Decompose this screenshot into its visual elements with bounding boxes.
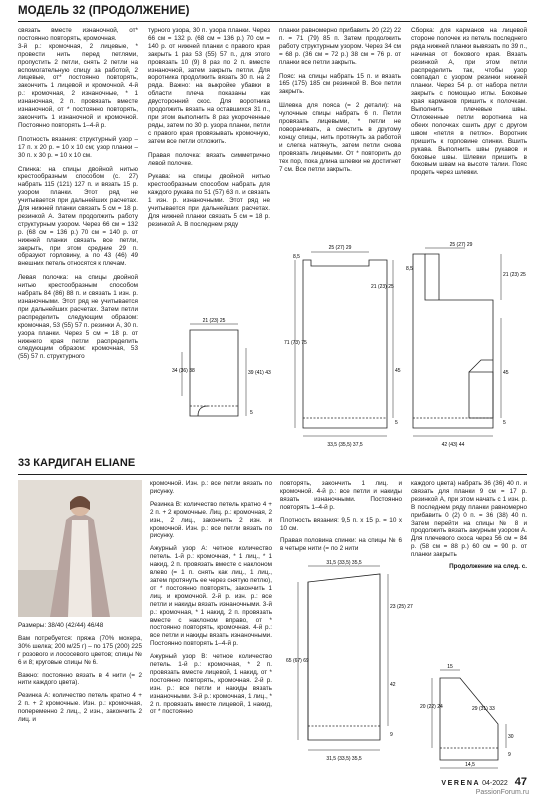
paragraph: Пояс: на спицы набрать 15 п. и вязать 165 (175) 185 см резинкой В. Все петли закрыть. [279, 72, 401, 96]
paragraph: кромочной. Изн. р.: все петли вязать по рисунку. [150, 480, 272, 495]
text-column-1 [18, 27, 138, 361]
paragraph: Размеры: 38/40 (42/44) 46/48 [18, 622, 104, 629]
dim-label: 5 [250, 410, 253, 416]
paragraph: Сборка: для карманов на лицевой стороне полочек из петель последнего ряда нижней планки вывязать по 39 п., начиная от бокового края. Вязать резинкой А, при этом петли распределить так, чтобы узор совпадал с узором резинки нижней планки. Через 54 р. от набора петли закрыть с помощью иглы. Боковые края карманов пришить к полочкам. Выполнить плечевые швы. Отложенные петли воротника на обеих полочках сшить друг с другом швом «петля в петлю». Воротник пришить к горловине спинки. Вшить рукава. Выполнить швы рукавов и боковые швы. Шлевки пришить в боковым швам на высоте талии. Пояс продеть через шлевки. [411, 27, 527, 177]
dim-label: 25 (27) 29 [328, 245, 352, 251]
section-title: 33 КАРДИГАН ELIANE [18, 457, 136, 469]
dim-label: 29 (31) 33 [472, 706, 495, 712]
schematic-sleeve [168, 318, 271, 428]
dim-label: 39 (41) 43 [248, 370, 271, 376]
paragraph: Шлевка для пояса (= 2 детали): на чулочные спицы набрать 6 п. Петли провязать лицевыми, * петли не поворачивать, а сместить в другому концу спицы, нить протянуть за работой и слегка натянуть, затем петли снова провязать лицевыми. От * повторить до тех пор, пока длина шлевки не достигнет 7 см. Все петли закрыть. [279, 102, 401, 173]
text-column-6 [150, 480, 272, 716]
paragraph: Вам потребуется: пряжа (70% мохера, 30% шелка; 200 м/25 г) – по 175 (200) 225 г розового и лососевого цветов; спицы № 6 и 8; круговые спицы № 6. [18, 634, 142, 666]
paragraph: Ажурный узор В: четное количество петель. 1-й р.: кромочная, * 2 п. провязать вместе лицевой, 1 накид, от * постоянно повторять, кромочная. 2-й р. изн. р.: все петли и накиды вязать изнаночными. 3-й р.: кромочная, 1 лиц., * 2 п. провязать вместе лицевой, 1 накид, от * постоянно [150, 653, 272, 716]
dim-label: 31,5 (33,5) 35,5 [326, 560, 362, 566]
text-column-8 [411, 480, 527, 571]
dim-label: 34 (36) 38 [172, 368, 195, 374]
text-column-2 [148, 27, 270, 229]
cardigan-photo-illustration [18, 480, 142, 617]
dim-label: 5 [503, 420, 506, 426]
paragraph: Плотность вязания: структурный узор – 17 п. x 20 р. = 10 x 10 см; узор планки – 30 п. x 30 р. = 10 x 10 см. [18, 135, 138, 159]
dim-label: 9 [390, 732, 393, 738]
dim-label: 42 (43) 44 [441, 442, 465, 448]
dim-label: 71 (73) 75 [284, 340, 307, 346]
text-column-5 [18, 622, 142, 724]
dim-label: 42 [390, 682, 396, 688]
dim-label: 23 (25) 27 [390, 604, 413, 610]
dim-label: 15 [447, 664, 453, 670]
model-photo [18, 480, 142, 617]
dim-label: 20 (22) 24 [420, 704, 443, 710]
paragraph: Плотность вязания: 9,5 п. x 15 р. = 10 x 10 см. [280, 516, 402, 532]
paragraph: Рукава: на спицы двойной нитью крестообразным способом набрать для каждого рукава по 51 (57) 63 п. и связать 1 изн. р. изнаночными. Этот ряд не учитывается при дальнейших расчетах. Для нижней планки связать 5 см = 18 р. резинкой А. В последнем ряду [148, 173, 270, 228]
dim-label: 21 (23) 25 [202, 318, 226, 324]
dim-label: 31,5 (33,5) 35,5 [326, 756, 362, 762]
dim-label: 65 (67) 69 [286, 658, 309, 664]
page-title: МОДЕЛЬ 32 (ПРОДОЛЖЕНИЕ) [18, 5, 190, 17]
paragraph: Важно: постоянно вязать в 4 нити (= 2 нити каждого цвета). [18, 671, 142, 687]
text-column-4 [411, 27, 527, 177]
schematic-front [405, 240, 529, 450]
paragraph: планки равномерно прибавить 20 (22) 22 п. = 71 (79) 85 п. Затем продолжить работу структурным узором. Через 34 см = 68 р. (36 см = 72 р.) 38 см = 76 р. от планки все петли закрыть. [279, 27, 401, 66]
dim-label: 30 [508, 734, 514, 740]
dim-label: 45 [395, 368, 401, 374]
text-column-7 [280, 480, 402, 553]
section-divider [18, 474, 527, 475]
watermark: PassionForum.ru [475, 789, 529, 796]
dim-label: 25 (27) 29 [449, 242, 473, 248]
page-number: 47 [514, 776, 527, 788]
issue-number: 04-2022 [482, 780, 508, 787]
page-footer [441, 776, 527, 788]
dim-label: 5 [395, 420, 398, 426]
dim-label: 14,5 [465, 762, 475, 768]
text-column-3 [279, 27, 401, 173]
page-header [0, 0, 549, 22]
schematic-cardigan-front [420, 664, 528, 772]
header-divider [18, 21, 527, 22]
paragraph: Левая полочка: на спицы двойной нитью крестообразным способом набрать 84 (86) 88 п. и связать 1 изн. р. изнаночными. Этот ряд не учитывается при дальнейших расчетах. Затем петли распределить следующим образом: кромочная, 53 (55) 57 п. резинки А, 30 п. узора планки. Через 5 см = 18 р. от нижнего края петли распределить следующим образом: кромочная, 53 (55) 57 п. структурного [18, 274, 138, 361]
paragraph: Спинка: на спицы двойной нитью крестообразным способом (с. 27) набрать 115 (121) 127 п. и вязать 15 р. узором планки. Этот ряд не учитывается при дальнейших расчетах. Для нижней планки связать 5 см = 18 р. резинкой А. Затем продолжить работу структурным узором. Через 66 см = 132 р. (68 см = 136 р.) 70 см = 140 р. от нижней планки связать все петли, закрыть, при этом средние 29 п. образуют горловину, а по 43 (46) 49 внешних петель относятся к плечам. [18, 165, 138, 268]
dim-label: 21 (23) 25 [371, 284, 394, 290]
paragraph: Правая половина спинки: на спицы № 6 в четыре нити (= по 2 нити [280, 537, 402, 553]
dim-label: 9 [508, 752, 511, 758]
dim-label: 8,5 [293, 254, 300, 260]
magazine-name: VERENA [441, 780, 481, 787]
paragraph: каждого цвета) набрать 36 (36) 40 п. и связать для планки 9 см = 17 р. резинкой А, при этом начать с 1 изн. р. В последнем ряду планки равномерно прибавить 0 (2) 0 п. = 36 (38) 40 п. Затем перейти на спицы № 8 и продолжить вязать ажурным узором А. Для плечевого скоса через 56 см = 84 р. (58 см = 88 р.) 60 см = 90 р. от планки закрыть [411, 480, 527, 559]
dim-label: 21 (23) 25 [503, 272, 526, 278]
paragraph: Резинка В: количество петель кратно 4 + 2 п. + 2 кромочные. Лиц. р.: кромочная, 2 изн., 2 лиц., закончить 2 изн. и кромочной. Изн. р.: все петли вязать по рисунку. [150, 500, 272, 540]
continued-note: Продолжение на след. с. [449, 563, 527, 571]
paragraph: Ажурный узор А: четное количество петель. 1-й р.: кромочная, * 1 лиц., * 1 накид, 2 п. провязать вместе с наклоном влево (= 1 п. снять как лиц., 1 лиц., затем протянуть ее через снятую петлю), от * постоянно повторять, закончить 1 лиц. и кромочной. 2-й р. изн. р.: все петли и накиды вязать изнаночными. 3-й р.: кромочная, * 1 накид, 2 п. провязать вместе с наклоном вправо, от * постоянно повторять, кромочная. 4-й р.: все петли и накиды вязать изнаночными. Постоянно повторять 1–4-й р. [150, 545, 272, 648]
paragraph: связать вместе изнаночной, от* постоянно повторять, кромочная. [18, 27, 138, 42]
dim-label: 8,5 [406, 266, 413, 272]
schematic-back [283, 240, 403, 450]
paragraph: повторять, закончить 1 лиц. и кромочной. 4-й р.: все петли и накиды вязать изнаночными. Постоянно повторять 1–4-й р. [280, 480, 402, 511]
paragraph: Резинка А: количество петель кратно 4 + 2 п. + 2 кромочные. Изн. р.: кромочная, попеременно 2 лиц., 2 изн., закончить 2 лиц. и [18, 692, 142, 724]
paragraph: 3-й р.: кромочная, 2 лицевые, * провести нить перед петлями, пропустить 2 петли, снять 2 петли на вспомогательную спицу за работой, 2 лицевые, от* постоянно повторять, закончить 1 лицевой и кромочной. 4-й р.: кромочная, 2 изнаночные, * 1 изнаночная, 2 п. провязать вместе изнаночной, от * постоянно повторять, закончить 1 изнаночной и кромочной. Постоянно повторять 1–4-й р. [18, 42, 138, 129]
dim-label: 33,5 (35,5) 37,5 [327, 442, 363, 448]
paragraph: Правая полочка: вязать симметрично левой полочке. [148, 151, 270, 167]
paragraph: турного узора, 30 п. узора планки. Через 66 см = 132 р. (68 см = 136 р.) 70 см = 140 р. от нижней планки с правого края закрыть 1 раз 53 (55) 57 п., для этого провязать 10 (9) 8 раз по 2 п. вместе изнаночной, затем закрыть петли. Для воротника продолжить вязать 30 п. на 2 ряда. Важно: на выкройке убавки в области плеча показаны как двусторонний скос. Для воротника продолжить вязать на оставшихся 31 п., при этом выполнить 8 раз укороченные ряды, затем по 30 р. узора планки, петли с правого края провязывать кромочную, затем все петли отложить. [148, 27, 270, 145]
schematic-cardigan-back [284, 558, 413, 762]
dim-label: 45 [503, 370, 509, 376]
